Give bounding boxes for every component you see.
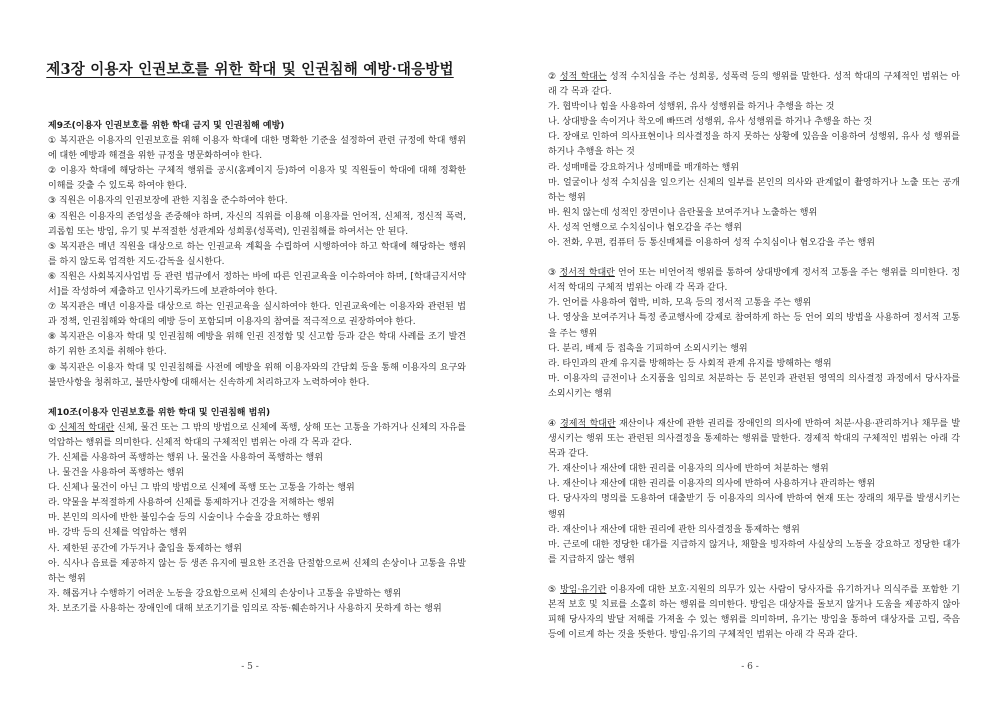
clause-text: 이용자에 대한 보호·지원의 의무가 있는 사람이 당사자를 유기하거나 의식주를 포함한 기본적 보호 및 치료를 소홀히 하는 행위를 의미한다. 방임은 대상자를 돌보지 않거나 도움을 제공하지 않아 피해 당사자의 발달 저해를 가져올 수 있는 행위를 의미하며, 유기는 방임을 통하여 대상자를 고립, 죽음 등에 이르게 하는 것을 뜻한다. 방임·유기의 구체적인 범위는 아래 각 목과 같다. (548, 584, 960, 641)
right-page-body (548, 70, 960, 643)
list-item: 다. 신체나 물건이 아닌 그 밖의 방법으로 신체에 폭행 또는 고통을 가하는 행위 (48, 483, 355, 494)
list-item: 라. 성매매를 강요하거나 성매매를 매개하는 행위 (548, 162, 740, 173)
left-page-body (48, 119, 466, 617)
list-item: 가. 언어를 사용하여 협박, 비하, 모욕 등의 정서적 고통을 주는 행위 (548, 298, 812, 309)
list-item: 마. 얼굴이나 성적 수치심을 일으키는 신체의 일부를 본인의 의사와 관계없이 촬영하거나 노출 또는 공개하는 행위 (548, 177, 960, 203)
list-item: 라. 타인과의 관계 유지를 방해하는 등 사회적 관계 유지를 방해하는 행위 (548, 358, 832, 369)
article-10-clause-1 (48, 421, 466, 451)
article-10-heading: 제10조(이용자 인권보호를 위한 학대 및 인권침해 범위) (48, 407, 271, 418)
article-9-clause: ④ 직원은 이용자의 존엄성을 존중해야 하며, 자신의 직위를 이용해 이용자를 언어적, 신체적, 정신적 폭력, 괴롭힘 또는 방임, 유기 및 부적절한 성관계와 성희롱(성폭력), 인권침해를 하여서는 안 된다. (48, 211, 466, 237)
list-item: 마. 근로에 대한 정당한 대가를 지급하지 않거나, 채할을 빙자하여 사실상의 노동을 강요하고 정당한 대가를 지급하지 않는 행위 (548, 539, 960, 565)
page-number: - 6 - (741, 662, 759, 672)
clause-number: ③ (548, 268, 560, 279)
article-9-clause: ⑦ 복지관은 매년 이용자를 대상으로 하는 인권교육을 실시하여야 한다. 인권교육에는 이용자와 관련된 법과 정책, 인권침해와 학대의 예방 등이 포함되며 이용자의 참여를 적극적으로 권장하여야 한다. (48, 302, 466, 328)
defined-term: 경제적 학대란 (560, 418, 616, 429)
list-item: 차. 보조기를 사용하는 장애인에 대해 보조기기를 임의로 작동·훼손하거나 사용하지 못하게 하는 행위 (48, 603, 442, 614)
defined-term: 정서적 학대란 (559, 268, 615, 279)
article-9-clause: ① 복지관은 이용자의 인권보호를 위해 이용자 학대에 대한 명확한 기준을 설정하여 관련 규정에 학대 행위에 대한 예방과 해결을 위한 규정을 명문화하여야 한다. (48, 136, 466, 162)
abuse-type-sexual (548, 70, 960, 100)
right-page (500, 0, 1000, 707)
list-item: 가. 신체를 사용하여 폭행하는 행위 나. 물건을 사용하여 폭행하는 행위 (48, 452, 323, 463)
list-item: 가. 재산이나 재산에 대한 권리를 이용자의 의사에 반하여 처분하는 행위 (548, 464, 829, 475)
list-item: 나. 상대방을 속이거나 착오에 빠뜨려 성행위, 유사 성행위를 하거나 추행을 하는 것 (548, 117, 873, 128)
article-9-heading: 제9조(이용자 인권보호를 위한 학대 금지 및 인권침해 예방) (48, 121, 285, 131)
article-9-clause: ⑤ 복지관은 매년 직원을 대상으로 하는 인권교육 계획을 수립하여 시행하여야 하고 학대에 해당하는 행위를 하지 않도록 엄격한 지도·감독을 실시한다. (48, 241, 466, 267)
clause-number: ④ (548, 418, 561, 429)
defined-term: 성적 학대는 (559, 72, 607, 82)
article-9-clause: ⑧ 복지관은 이용자 학대 및 인권침해 예방을 위해 인권 진정함 및 신고함 등과 같은 학대 사례를 조기 발견하기 위한 조치를 취해야 한다. (48, 332, 466, 358)
abuse-type-emotional (548, 266, 960, 296)
clause-text: 재산이나 재산에 관한 권리를 장애인의 의사에 반하여 처분·사용·관리하거나 채무를 발생시키는 행위 또는 관련된 의사결정을 통제하는 행위를 말한다. 경제적 학대의 구체적인 범위는 아래 각 목과 같다. (548, 418, 961, 460)
clause-text: 신체, 물건 또는 그 밖의 방법으로 신체에 폭행, 상해 또는 고통을 가하거나 신체의 자유를 억압하는 행위를 의미한다. 신체적 학대의 구체적인 범위는 아래 각 목과 같다. (48, 422, 466, 448)
defined-term: 신체적 학대란 (59, 422, 115, 433)
list-item: 마. 이용자의 금전이나 소지품을 임의로 처분하는 등 본인과 관련된 영역의 의사결정 과정에서 당사자를 소외시키는 행위 (548, 373, 960, 399)
clause-number: ⑤ (548, 584, 561, 595)
abuse-type-neglect (548, 583, 960, 643)
clause-number: ① (48, 422, 60, 433)
clause-text: 언어 또는 비언어적 행위를 통하여 상대방에게 정서적 고통을 주는 행위를 의미한다. 정서적 학대의 구체적 범위는 아래 각 목과 같다. (548, 268, 961, 294)
article-9-clause: ② 이용자 학대에 해당하는 구체적 행위를 공시(홈페이지 등)하여 이용자 및 직원들이 학대에 대해 정확한 이해를 갖출 수 있도록 하여야 한다. (48, 166, 466, 192)
list-item: 나. 물건을 사용하여 폭행하는 행위 (48, 468, 185, 479)
list-item: 나. 영상을 보여주거나 특정 종교행사에 강제로 참여하게 하는 등 언어 외의 방법을 사용하여 정서적 고통을 주는 행위 (548, 313, 960, 339)
list-item: 다. 분리, 배제 등 접촉을 기피하여 소외시키는 행위 (548, 343, 748, 354)
list-item: 다. 장애로 인하여 의사표현이나 의사결정을 하지 못하는 상황에 있음을 이용하여 성행위, 유사 성 행위를 하거나 추행을 하는 것 (548, 132, 960, 158)
list-item: 라. 재산이나 재산에 대한 권리에 관한 의사결정을 통제하는 행위 (548, 524, 800, 535)
list-item: 다. 당사자의 명의를 도용하여 대출받기 등 이용자의 의사에 반하여 현재 또는 장래의 채무를 발생시키는 행위 (548, 494, 960, 520)
article-9-clause: ⑨ 복지관은 이용자 학대 및 인권침해를 사전에 예방을 위해 이용자와의 간담회 등을 통해 이용자의 요구와 불만사항을 청취하고, 불만사항에 대해서는 신속하게 처리하고자 노력하여야 한다. (48, 362, 466, 388)
clause-number: ② (548, 72, 560, 82)
list-item: 자. 해롭거나 수행하기 어려운 노동을 강요함으로써 신체의 손상이나 고통을 유발하는 행위 (48, 588, 402, 599)
chapter-title: 제3장 이용자 인권보호를 위한 학대 및 인권침해 예방·대응방법 (46, 61, 454, 78)
page-number: - 5 - (241, 662, 259, 672)
list-item: 사. 성적 언행으로 수치심이나 혐오감을 주는 행위 (548, 222, 742, 233)
list-item: 바. 강박 등의 신체를 억압하는 행위 (48, 528, 187, 539)
list-item: 라. 약물을 부적절하게 사용하여 신체를 통제하거나 건강을 저해하는 행위 (48, 498, 335, 509)
list-item: 아. 전화, 우편, 컴퓨터 등 통신매체를 이용하여 성적 수치심이나 혐오감을 주는 행위 (548, 238, 875, 249)
list-item: 사. 제한된 공간에 가두거나 출입을 통제하는 행위 (48, 543, 242, 554)
article-9-clause: ⑥ 직원은 사회복지사업법 등 관련 법규에서 정하는 바에 따른 인권교육을 이수하여야 하며, [학대금지서약서]를 작성하여 제출하고 인사기록카드에 보관하여야 한다. (48, 271, 466, 298)
list-item: 마. 본인의 의사에 반한 불임수술 등의 시술이나 수술을 강요하는 행위 (48, 513, 321, 524)
list-item: 가. 협박이나 힘을 사용하여 성행위, 유사 성행위를 하거나 추행을 하는 것 (548, 102, 835, 113)
list-item: 바. 원치 않는데 성적인 장면이나 음란물을 보여주거나 노출하는 행위 (548, 207, 818, 218)
list-item: 나. 재산이나 재산에 대한 권리를 이용자의 의사에 반하여 사용하거나 관리하는 행위 (548, 479, 876, 490)
list-item: 아. 식사나 음료를 제공하지 않는 등 생존 유지에 필요한 조건을 단절함으로써 신체의 손상이나 고통을 유발하는 행위 (48, 558, 466, 584)
article-9-clause: ③ 직원은 이용자의 인권보장에 관한 지침을 준수하여야 한다. (48, 196, 288, 207)
defined-term: 방임·유기란 (560, 584, 607, 595)
clause-text: 성적 수치심을 주는 성희롱, 성폭력 등의 행위를 말한다. 성적 학대의 구체적인 범위는 아래 각 목과 같다. (548, 72, 960, 98)
abuse-type-economic (548, 417, 960, 462)
